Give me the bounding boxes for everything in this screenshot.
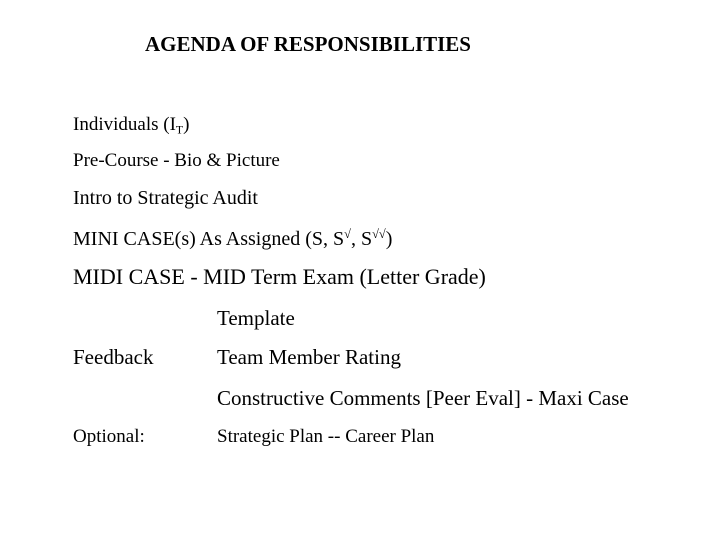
individuals-close: ) [183, 114, 190, 135]
mini-case-text: MINI CASE(s) As Assigned (S, S [73, 227, 345, 250]
constructive-comments-item: Constructive Comments [Peer Eval] - Maxi Case [217, 386, 629, 410]
intro-line: Intro to Strategic Audit [73, 187, 258, 209]
mini-case-close: ) [385, 227, 393, 250]
individuals-line [73, 115, 189, 136]
strategic-plan-item: Strategic Plan -- Career Plan [217, 426, 435, 447]
individuals-subscript: T [175, 123, 184, 137]
midi-case-line: MIDI CASE - MID Term Exam (Letter Grade) [73, 264, 486, 289]
mini-case-separator: , S [350, 227, 373, 250]
check-mark-double: √√ [372, 227, 386, 241]
individuals-text: Individuals (I [73, 114, 176, 135]
page-title: AGENDA OF RESPONSIBILITIES [145, 32, 471, 56]
optional-label: Optional: [73, 426, 145, 447]
check-mark-single: √ [344, 227, 351, 241]
feedback-label: Feedback [73, 345, 154, 369]
mini-case-line [73, 228, 392, 249]
pre-course-line: Pre-Course - Bio & Picture [73, 150, 280, 171]
team-member-rating-item: Team Member Rating [217, 345, 401, 369]
template-item: Template [217, 306, 295, 330]
